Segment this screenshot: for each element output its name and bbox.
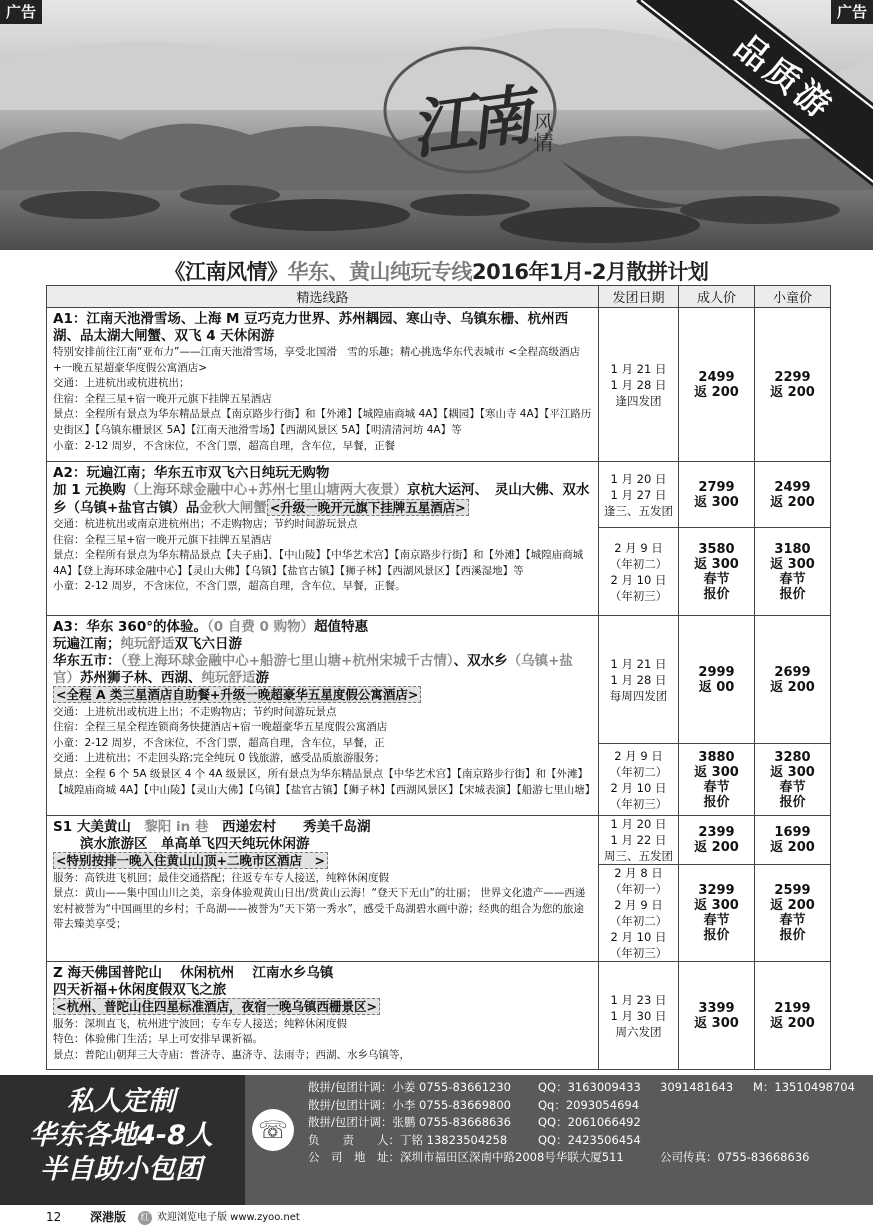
adult-price: 2399 返 200 <box>679 816 755 865</box>
ad-label-right: 广告 <box>831 0 873 24</box>
date-cell: 1 月 21 日 1 月 28 日 每周四发团 <box>599 616 679 744</box>
table-row <box>47 308 831 462</box>
banner-logo: 江南 <box>406 78 532 169</box>
route-a3: A3：华东 360°的体验。（0 自费 0 购物）超值特惠 玩遍江南；纯玩舒适双飞六日游 华东五市：（登上海环球金融中心+船游七里山塘+杭州宋城千古情）、双水乡（乌镇+盐官）苏州狮子林、西湖、纯玩舒适游 <全程 A 类三星酒店自助餐+升级一晚超豪华五星度假公寓酒店> 交通：上进杭出或杭进上出；不走购物店；节约时间游玩景点 住宿：全程三星全程连锁商务快捷酒店+宿一晚超豪华五星度假公寓酒店 小童：2-12 周岁，不含床位，不含门票，超高自理，含车位，早餐，正 交通：上进杭出；不走回头路;完全纯玩 0 钱旅游，感受品质旅游服务； 景点：全程 6 个 5A 级景区 4 个 4A 级景区，所有景点为华东精品景点【中华艺术宫】【南京路步行街】和【外滩】【城隍庙商城 4A】【中山陵】【灵山大佛】【乌镇】【盐官古镇】【狮子林】【西湖风景区】【宋城表演】【船游七里山塘】 <box>47 616 599 816</box>
adult-price: 3399 返 300 <box>679 962 755 1070</box>
header-date: 发团日期 <box>599 286 679 308</box>
contact-row: 散拼/包团计调：张鹏 0755-83668636 QQ：2061066492 <box>308 1115 641 1129</box>
adult-price: 3580 返 300 春节 报价 <box>679 528 755 616</box>
route-a1: A1：江南天池滑雪场、上海 M 豆巧克力世界、苏州耦园、寒山寺、乌镇东栅、杭州西湖、品太湖大闸蟹、双飞 4 天休闲游 特别安排前往江南“亚布力”——江南天池滑雪场，享受北国滑 雪的乐趣；精心挑选华东代表城市 <全程高级酒店+一晚五星超豪华度假公寓酒店> 交通：上进杭出或杭进杭出； 住宿：全程三星+宿一晚开元旗下挂牌五星酒店 景点：全程所有景点为华东精品景点【南京路步行街】和【外滩】【城隍庙商城 4A】【耦园】【寒山寺 4A】【平江路历史街区】【乌镇东栅景区 5A】【江南天池滑雪场】【西湖风景区 5A】【明清清河坊 4A】等 小童：2-12 周岁，不含床位，不含门票，超高自理，含车位，早餐，正餐 <box>47 308 599 462</box>
date-cell: 1 月 20 日 1 月 22 日 周三、五发团 <box>599 816 679 865</box>
page-number: 12 <box>46 1210 62 1224</box>
adult-price: 3880 返 300 春节 报价 <box>679 744 755 816</box>
paper-logo-icon: 红 <box>138 1211 152 1225</box>
table-row <box>47 962 831 1070</box>
contact-row: 公 司 地 址：深圳市福田区深南中路2008号华联大厦511 公司传真：0755-83668636 <box>308 1150 810 1164</box>
child-price: 1699 返 200 <box>755 816 831 865</box>
child-price: 2499 返 200 <box>755 462 831 528</box>
date-cell: 2 月 9 日 （年初二） 2 月 10 日 （年初三） <box>599 528 679 616</box>
edition-label: 深港版 <box>90 1210 127 1224</box>
route-table <box>46 285 831 1070</box>
route-z: Z 海天佛国普陀山 休闲杭州 江南水乡乌镇 四天祈福+休闲度假双飞之旅 <杭州、普陀山住四星标准酒店，夜宿一晚乌镇西栅景区> 服务：深圳直飞，杭州进宁波回；专车专人接送；纯粹休闲度假 特色：体验佛门生活；早上可安排早课祈福。 景点：普陀山朝拜三大寺庙：普济寺、惠济寺、法雨寺；西湖、水乡乌镇等， <box>47 962 599 1070</box>
table-row <box>47 616 831 744</box>
banner-image <box>0 0 873 250</box>
phone-icon: ☏ <box>252 1109 294 1151</box>
banner-logo-sub: 风情 <box>530 112 554 152</box>
slogan: 私人定制 华东各地4-8人 半自助小包团 <box>29 1086 213 1185</box>
page-title <box>0 256 873 286</box>
date-cell: 2 月 9 日 （年初二） 2 月 10 日 （年初三） <box>599 744 679 816</box>
adult-price: 2799 返 300 <box>679 462 755 528</box>
adult-price: 3299 返 300 春节 报价 <box>679 865 755 962</box>
quality-tour-ribbon: 品质游 <box>640 0 873 198</box>
child-price: 3280 返 300 春节 报价 <box>755 744 831 816</box>
child-price: 2699 返 200 <box>755 616 831 744</box>
date-cell: 2 月 8 日 （年初一） 2 月 9 日 （年初二） 2 月 10 日 （年初三） <box>599 865 679 962</box>
date-cell: 1 月 23 日 1 月 30 日 周六发团 <box>599 962 679 1070</box>
header-child-price: 小童价 <box>755 286 831 308</box>
date-cell: 1 月 20 日 1 月 27 日 逢三、五发团 <box>599 462 679 528</box>
ad-label-left: 广告 <box>0 0 42 24</box>
route-a2: A2：玩遍江南；华东五市双飞六日纯玩无购物 加 1 元换购（上海环球金融中心+苏州七里山塘两大夜景）京杭大运河、 灵山大佛、双水乡（乌镇+盐官古镇）品金秋大闸蟹 <升级一晚开元旗下挂牌五星酒店> 交通：杭进杭出或南京进杭州出；不走购物店；节约时间游玩景点 住宿：全程三星+宿一晚开元旗下挂牌五星酒店 景点：全程所有景点为华东精品景点【夫子庙】、【中山陵】【中华艺术宫】【南京路步行街】和【外滩】【城隍庙商城 4A】【登上海环球金融中心】【灵山大佛】【乌镇】【盐官古镇】【狮子林】【西湖风景区】【西溪湿地】等 小童：2-12 周岁，不含床位，不含门票，超高自理，含车位，早餐，正餐。 <box>47 462 599 616</box>
header-route: 精选线路 <box>47 286 599 308</box>
table-row <box>47 816 831 865</box>
table-row <box>47 462 831 528</box>
date-cell: 1 月 21 日 1 月 28 日 逢四发团 <box>599 308 679 462</box>
child-price: 2599 返 200 春节 报价 <box>755 865 831 962</box>
route-s1: S1 大美黄山 黎阳 in 巷 西递宏村 秀美千岛湖 滨水旅游区 单高单飞四天纯玩休闲游 <特别按排一晚入住黄山山顶+二晚市区酒店 > 服务：高铁进飞机回；最佳交通搭配；往返专车专人接送，纯粹休闲度假 景点：黄山——集中国山川之美，亲身体验观黄山日出/赏黄山云海！“登天下无山”的壮丽； 世界文化遗产——西递宏村被誉为“中国画里的乡村；千岛湖——被誉为“天下第一秀水”，感受千岛湖碧水画中游；经典的组合为您的旅途带去臻美享受； <box>47 816 599 962</box>
adult-price: 2999 返 00 <box>679 616 755 744</box>
title-brand: 《江南风情》 <box>164 260 288 284</box>
website-link[interactable]: 欢迎浏览电子版 www.zyoo.net <box>157 1212 300 1223</box>
adult-price: 2499 返 200 <box>679 308 755 462</box>
child-price: 2299 返 200 <box>755 308 831 462</box>
contact-row: 散拼/包团计调：小李 0755-83669800 Qq：2093054694 <box>308 1097 640 1112</box>
page-footer <box>0 1205 873 1230</box>
slogan-box <box>0 1075 245 1205</box>
contact-list <box>308 1079 868 1167</box>
title-rest: 2016年1月-2月散拼计划 <box>472 260 709 284</box>
contact-row: 负 责 人：丁铭 13823504258 QQ：2423506454 <box>308 1132 641 1147</box>
header-adult-price: 成人价 <box>679 286 755 308</box>
child-price: 2199 返 200 <box>755 962 831 1070</box>
contact-row: 散拼/包团计调：小姜 0755-83661230 QQ：3163009433 3091481643 M：13510498704 <box>308 1080 855 1094</box>
contact-footer <box>0 1075 873 1205</box>
child-price: 3180 返 300 春节 报价 <box>755 528 831 616</box>
title-highlight: 华东、黄山纯玩专线 <box>287 260 473 284</box>
table-header-row <box>47 286 831 308</box>
